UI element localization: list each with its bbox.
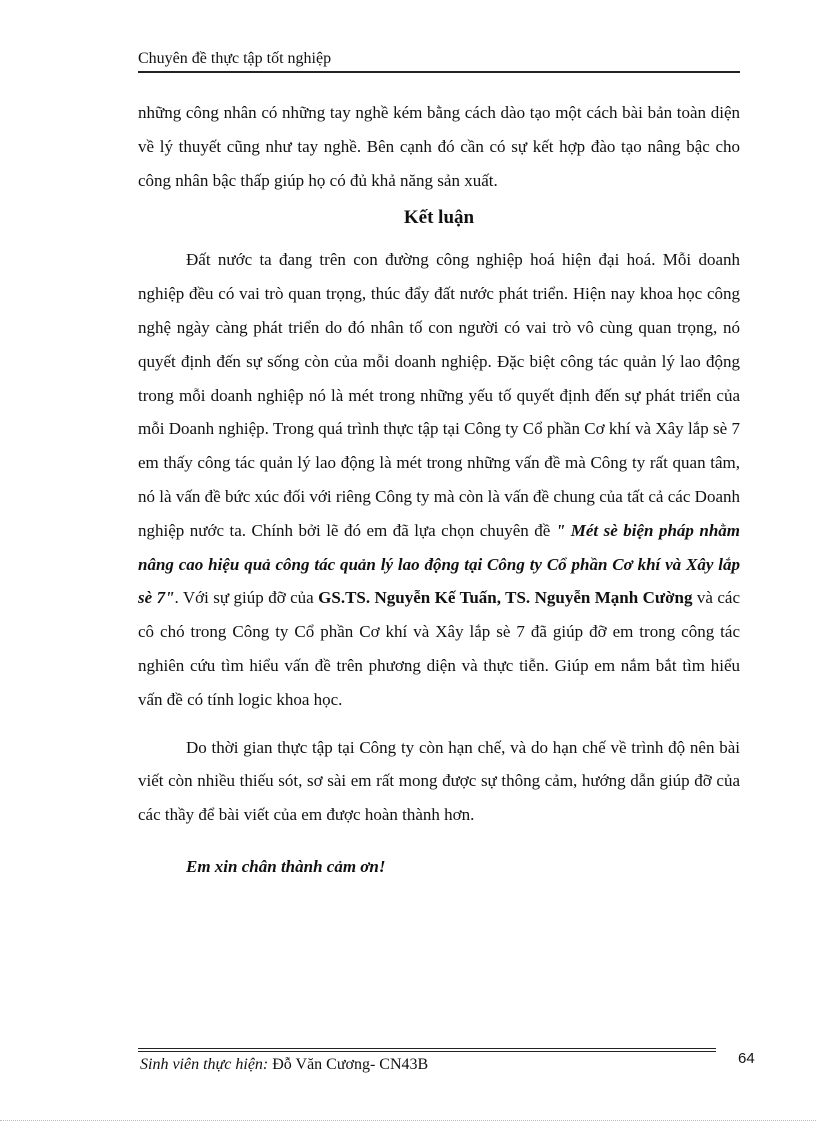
paragraph-text: và các cô chó trong Công ty Cổ phần Cơ khí và Xây lắp sè 7 đã giúp đỡ em trong công tác nghiên cứu tìm hiểu vấn đề trên phương diện và thực tiễn. Giúp em nắm bắt tìm hiểu vấn đề có tính logic khoa học.: [138, 588, 740, 709]
paragraph-continued: những công nhân có những tay nghề kém bằng cách dào tạo một cách bài bản toàn diện về lý thuyết cũng như tay nghề. Bên cạnh đó cần có sự kết hợp đào tạo nâng bậc cho công nhân bậc thấp giúp họ có đủ khả năng sản xuất.: [138, 103, 740, 190]
paragraph-limitations: Do thời gian thực tập tại Công ty còn hạn chế, và do hạn chế về trình độ nên bài viết còn nhiều thiếu sót, sơ sài em rất mong được sự thông cảm, hướng dẫn giúp đỡ của các thầy để bài viết của em được hoàn thành hơn.: [138, 737, 740, 825]
footer-author: [140, 1056, 428, 1074]
footer-label: Sinh viên thực hiện:: [140, 1056, 273, 1073]
paragraph-conclusion: [138, 243, 740, 716]
page-edge: [0, 1120, 816, 1121]
closing-line: Em xin chân thành cảm ơn!: [186, 856, 386, 876]
page-number: 64: [738, 1050, 755, 1067]
document-body: [138, 96, 740, 884]
footer-divider: [138, 1048, 716, 1052]
advisor-names: GS.TS. Nguyễn Kế Tuấn, TS. Nguyễn Mạnh Cường: [318, 588, 693, 608]
paragraph-text: Đất nước ta đang trên con đường công nghiệp hoá hiện đại hoá. Mỗi doanh nghiệp đều có vai trò quan trọng, thúc đẩy đất nước phát triển. Hiện nay khoa học công nghệ ngày càng phát triển do đó nhân tố con người có vai trò vô cùng quan trọng, nó quyết định đến sự sống còn của mỗi doanh nghiệp. Đặc biệt công tác quản lý lao động trong mỗi doanh nghiệp nó là mét trong những yếu tố quyết định đến sự phát triển của mỗi Doanh nghiệp. Trong quá trình thực tập tại Công ty Cổ phần Cơ khí và Xây lắp sè 7 em thấy công tác quản lý lao động là mét trong những vấn đề mà Công ty rất quan tâm, nó là vấn đề bức xúc đối với riêng Công ty mà còn là vấn đề chung của tất cả các Doanh nghiệp nước ta. Chính bởi lẽ đó em đã lựa chọn chuyên đề: [138, 250, 740, 540]
section-heading: Kết luận: [403, 207, 475, 229]
thesis-title: " Mét sè biện pháp nhằm nâng cao hiệu quả công tác quản lý lao động tại Công ty Cổ phần Cơ khí và Xây lắp sè 7": [138, 520, 741, 608]
author-name: Đỗ Văn Cương- CN43B: [272, 1056, 429, 1073]
paragraph-text: . Với sự giúp đỡ của: [174, 588, 319, 608]
header-title: Chuyên đề thực tập tốt nghiệp: [138, 50, 332, 67]
page-header: [138, 50, 740, 73]
